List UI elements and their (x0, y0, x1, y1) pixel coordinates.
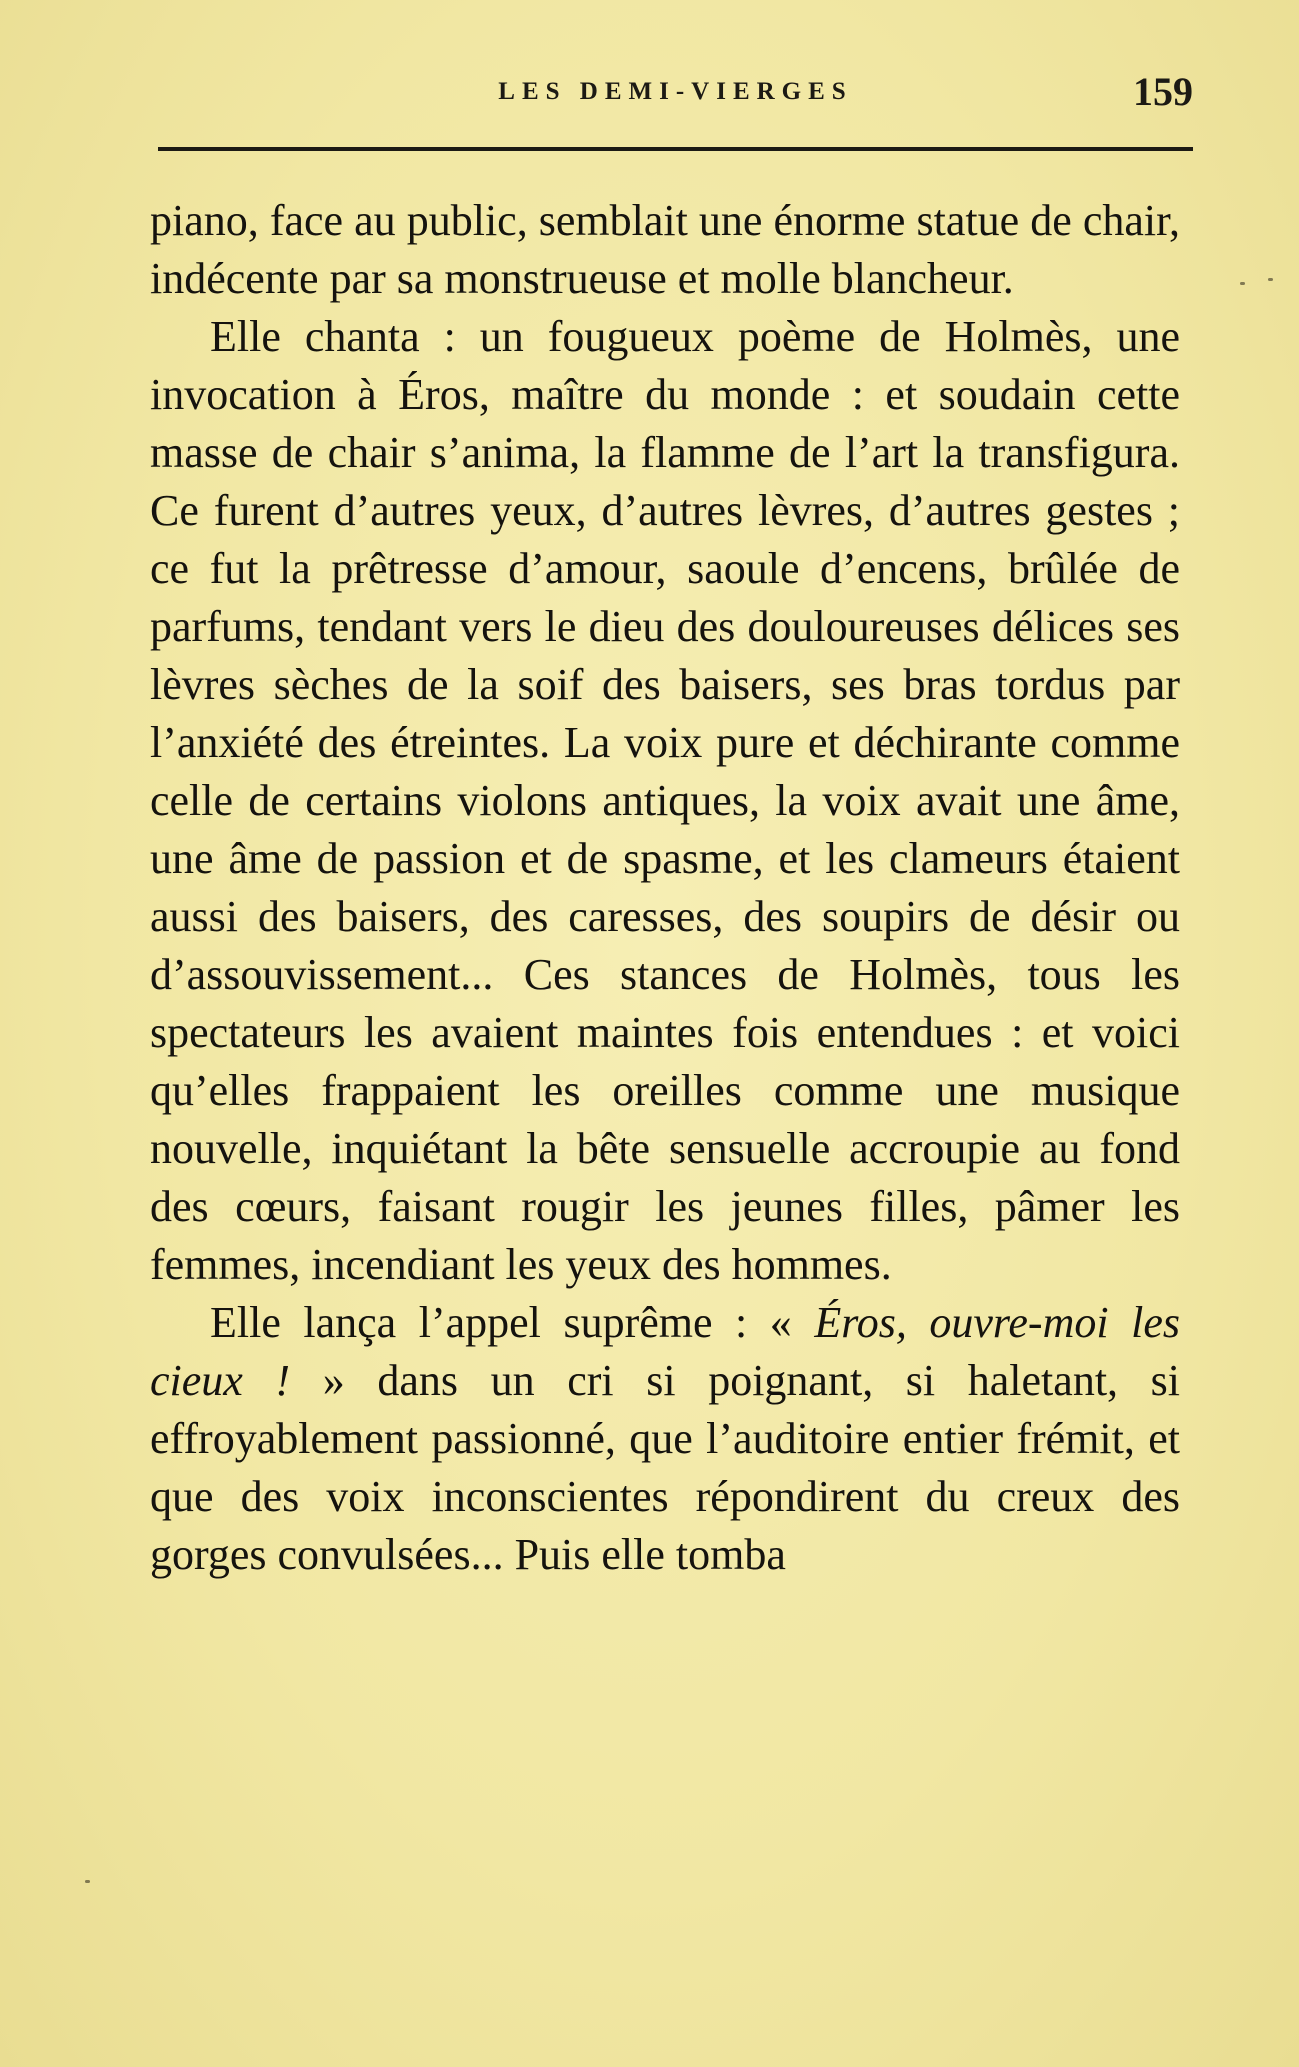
paragraph-1: piano, face au public, semblait une énorme statue de chair, indécente par sa monstrueuse et molle blancheur. (150, 196, 1180, 303)
paragraph-3-start: Elle lança l’appel suprême : « (210, 1298, 815, 1347)
paper-speck (1268, 278, 1273, 281)
running-head (158, 68, 1193, 118)
header-rule (158, 147, 1193, 151)
paragraph-2: Elle chanta : un fougueux poème de Holmès, une invocation à Éros, maître du monde : et soudain cette masse de chair s’anima, la flamme de l’art la transfigura. Ce furent d’autres yeux, d’autres lèvres, d’autres gestes ; ce fut la prêtresse d’amour, saoule d’encens, brûlée de parfums, tendant vers le dieu des douloureuses délices ses lèvres sèches de la soif des baisers, ses bras tordus par l’anxiété des étreintes. La voix pure et déchirante comme celle de certains violons antiques, la voix avait une âme, une âme de passion et de spasme, et les clameurs étaient aussi des baisers, des caresses, des soupirs de désir ou d’assouvissement... Ces stances de Holmès, tous les spectateurs les avaient maintes fois entendues : et voici qu’elles frappaient les oreilles comme une musique nouvelle, inquiétant la bête sensuelle accroupie au fond des cœurs, faisant rougir les jeunes filles, pâmer les femmes, incendiant les yeux des hommes. (150, 312, 1180, 1289)
running-title: LES DEMI-VIERGES (498, 78, 853, 105)
paper-speck (85, 1880, 90, 1883)
paragraph-3-end: » dans un cri si poignant, si haletant, si effroyablement passionné, que l’auditoire entier frémit, et que des voix inconscientes répondirent du creux des gorges convulsées... Puis elle tomba (150, 1356, 1181, 1579)
paragraph-3 (150, 1294, 1180, 1584)
italic-quote: Éros, ouvre-moi les cieux ! (150, 1298, 1180, 1405)
paper-speck (1240, 282, 1245, 285)
page-number: 159 (1133, 69, 1193, 114)
body-text (150, 192, 1180, 1584)
